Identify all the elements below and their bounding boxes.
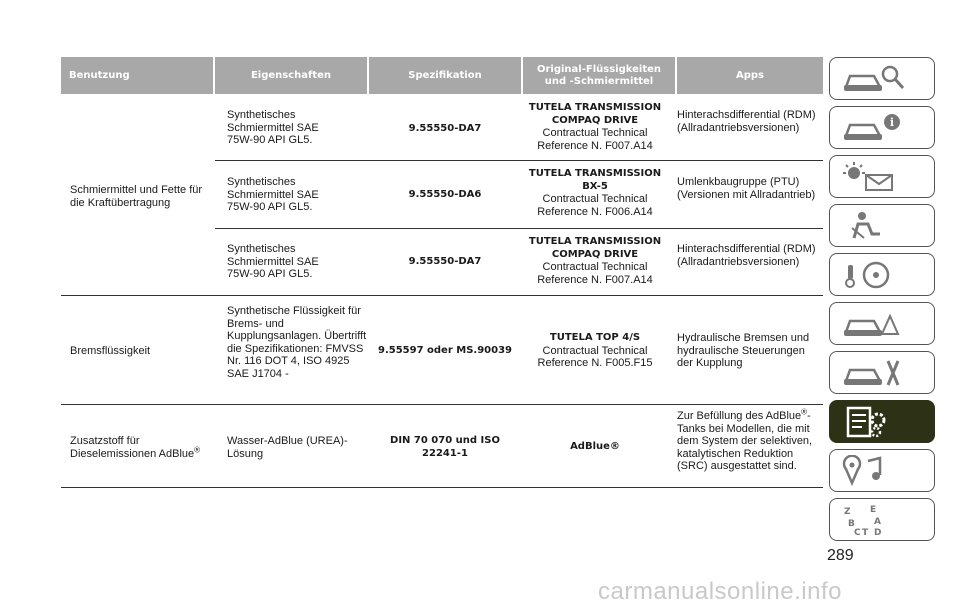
index-letter-a: A — [874, 517, 881, 527]
row1-app: Hinterachsdifferential (RDM) (Allradantriebsversionen) — [677, 109, 816, 134]
row5-fluid-name: AdBlue® — [570, 441, 620, 452]
row3-fluid-name: TUTELA TRANSMISSION COMPAQ DRIVE — [528, 236, 662, 260]
nav-technical-specifications[interactable] — [829, 400, 935, 443]
nav-multimedia[interactable] — [829, 449, 935, 492]
row3-spec: 9.55550-DA7 — [408, 256, 482, 267]
person-airbag-icon — [840, 210, 926, 242]
alphabet-index-icon — [840, 504, 926, 536]
index-letter-b: B — [848, 519, 855, 529]
navigation-music-icon — [840, 455, 926, 487]
row3-fluid-ref: Contractual Technical Reference N. F007.A14 — [537, 261, 653, 286]
divider-row1 — [215, 160, 823, 161]
row5-app-sup: ® — [801, 407, 808, 417]
row5-spec: DIN 70 070 und ISO 22241-1 — [390, 435, 500, 459]
index-letter-c: C — [854, 528, 861, 536]
divider-row4 — [61, 404, 823, 405]
nav-servicing-maintenance[interactable] — [829, 351, 935, 394]
warning-light-mail-icon — [840, 161, 926, 193]
header-properties: Eigenschaften — [215, 57, 367, 94]
nav-emergency[interactable] — [829, 302, 935, 345]
row5-app — [677, 407, 822, 473]
svg-text:i: i — [889, 116, 895, 129]
index-letter-d: D — [874, 528, 882, 536]
nav-starting-driving[interactable] — [829, 253, 935, 296]
steering-key-icon — [840, 259, 926, 291]
row1-property: Synthetisches Schmiermittel SAE 75W-90 API GL5. — [227, 109, 319, 146]
row2-fluid-ref: Contractual Technical Reference N. F006.A14 — [537, 193, 653, 218]
row4-fluid-ref: Contractual Technical Reference N. F005.F15 — [537, 344, 653, 369]
divider-group1 — [61, 295, 823, 296]
spec-list-gear-icon — [840, 406, 926, 438]
car-info-icon — [840, 112, 926, 144]
row1-spec: 9.55550-DA7 — [408, 123, 482, 134]
nav-car-search[interactable] — [829, 57, 935, 100]
row3-fluid — [525, 236, 665, 286]
usage-brake-fluid: Bremsflüssigkeit — [70, 345, 151, 357]
usage-adblue-sup: ® — [194, 444, 201, 454]
row1-fluid-ref: Contractual Technical Reference N. F007.A14 — [537, 127, 653, 152]
row5-property: Wasser-AdBlue (UREA)-Lösung — [227, 435, 348, 460]
nav-car-info[interactable] — [829, 106, 935, 149]
row3-property: Synthetisches Schmiermittel SAE 75W-90 API GL5. — [227, 243, 319, 280]
row2-property: Synthetisches Schmiermittel SAE 75W-90 API GL5. — [227, 176, 319, 213]
car-search-icon — [840, 63, 926, 95]
index-letter-z: Z — [844, 507, 851, 517]
row4-fluid — [525, 332, 665, 370]
row4-fluid-name: TUTELA TOP 4/S — [549, 332, 641, 343]
page-number: 289 — [827, 547, 854, 564]
index-letter-e: E — [870, 505, 877, 515]
usage-adblue-text: Zusatzstoff für Dieselemissionen AdBlue — [70, 435, 195, 460]
usage-adblue — [70, 435, 215, 460]
row2-spec: 9.55550-DA6 — [408, 189, 482, 200]
header-original-fluids: Original-Flüssigkeiten und -Schmiermittel — [523, 57, 675, 94]
index-letter-t: T — [862, 528, 869, 536]
nav-warning-lights-messages[interactable] — [829, 155, 935, 198]
row2-app: Umlenkbaugruppe (PTU) (Versionen mit Allradantrieb) — [677, 176, 816, 201]
divider-bottom — [61, 487, 823, 488]
usage-transmission-lubricants: Schmiermittel und Fette für die Kraftübertragung — [70, 184, 203, 209]
watermark: carmanualsonline.info — [598, 578, 842, 605]
row1-fluid-name: TUTELA TRANSMISSION COMPAQ DRIVE — [528, 102, 662, 126]
header-apps: Apps — [677, 57, 823, 94]
row2-fluid — [525, 168, 665, 218]
row5-app-pre: Zur Befüllung des AdBlue — [677, 410, 802, 422]
row5-app-post: -Tanks bei Modellen, die mit dem System der selektiven, katalytischen Reduktion (SRC) ausgestattet sind. — [677, 410, 813, 472]
row4-property: Synthetische Flüssigkeit für Brems- und Kupplungsanlagen. Übertrifft die Spezifikationen: FMVSS Nr. 116 DOT 4, ISO 4925 SAE J1704 - — [227, 305, 367, 380]
header-specification: Spezifikation — [369, 57, 521, 94]
row4-app: Hydraulische Bremsen und hydraulische Steuerungen der Kupplung — [677, 332, 810, 369]
nav-safety[interactable] — [829, 204, 935, 247]
row2-fluid-name: TUTELA TRANSMISSION BX-5 — [528, 168, 662, 192]
row4-spec: 9.55597 oder MS.90039 — [378, 345, 512, 356]
header-usage: Benutzung — [61, 57, 213, 94]
row1-fluid — [525, 102, 665, 152]
car-tools-icon — [840, 357, 926, 389]
car-crash-icon — [840, 308, 926, 340]
nav-index[interactable] — [829, 498, 935, 541]
row3-app: Hinterachsdifferential (RDM) (Allradantriebsversionen) — [677, 243, 816, 268]
divider-row2 — [215, 228, 823, 229]
